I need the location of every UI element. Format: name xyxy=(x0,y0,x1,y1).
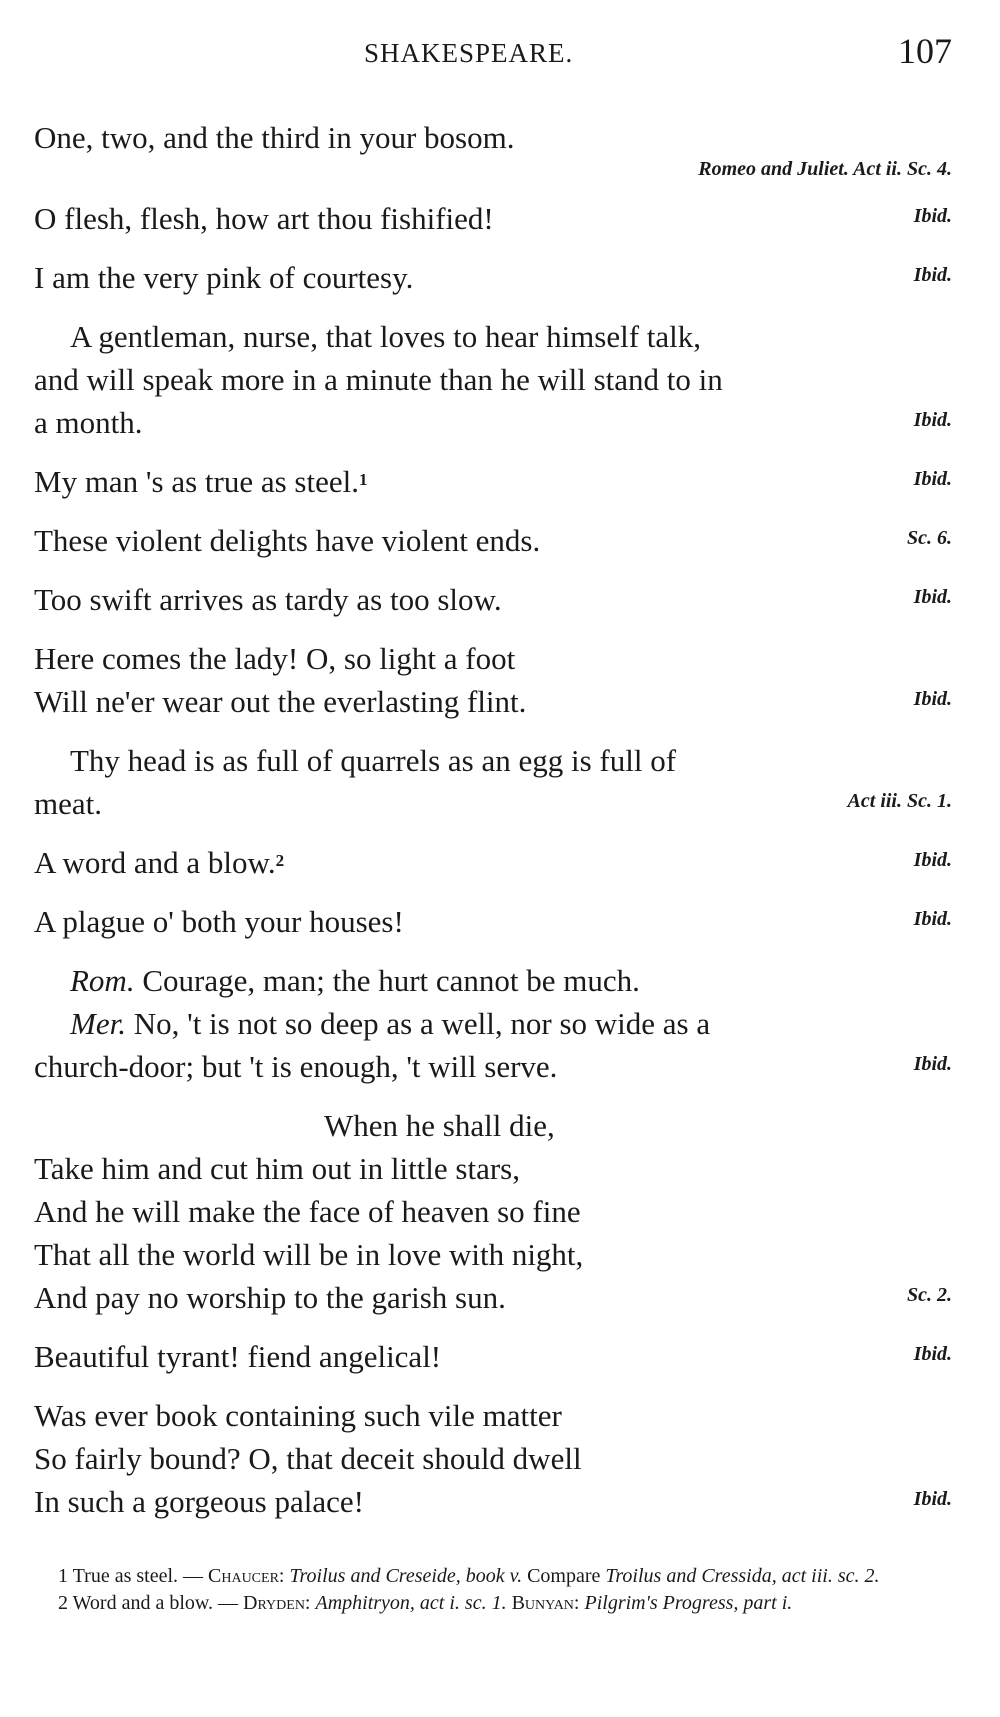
footnote-mark[interactable]: 2 xyxy=(275,851,285,870)
quote-text: O flesh, flesh, how art thou fishified! xyxy=(34,201,494,236)
quote-text: These violent delights have violent ends. xyxy=(34,523,541,558)
footnote-text: Word and a blow. — xyxy=(72,1592,239,1614)
footnotes xyxy=(34,1563,952,1617)
quote-line: And he will make the face of heaven so fine xyxy=(34,1194,581,1229)
page-number: 107 xyxy=(898,31,952,71)
footnote-number: 2 xyxy=(58,1592,68,1614)
quote xyxy=(34,1104,952,1319)
quote xyxy=(34,1335,952,1378)
footnote-work: Troilus and Cressida, act iii. sc. 2. xyxy=(605,1565,880,1587)
footnote-author: Chaucer: xyxy=(208,1565,285,1587)
footnote-work: Pilgrim's Progress, part i. xyxy=(584,1592,793,1614)
footnote xyxy=(34,1563,952,1590)
quote xyxy=(34,841,952,884)
quote-text: Beautiful tyrant! fiend angelical! xyxy=(34,1339,442,1374)
quote-line: Will ne'er wear out the everlasting flint. xyxy=(34,684,527,719)
citation: Sc. 2. xyxy=(907,1284,952,1306)
footnote-author: Bunyan: xyxy=(511,1592,580,1614)
quote xyxy=(34,116,952,181)
footnote-number: 1 xyxy=(58,1565,68,1587)
footnote-author: Dryden: xyxy=(243,1592,311,1614)
quote-line: That all the world will be in love with night, xyxy=(34,1237,584,1272)
quote-text: A plague o' both your houses! xyxy=(34,904,404,939)
quote-text: A word and a blow. xyxy=(34,845,276,880)
citation: Ibid. xyxy=(913,1053,952,1075)
quote-line: So fairly bound? O, that deceit should dwell xyxy=(34,1441,582,1476)
speaker: Rom. xyxy=(70,963,135,998)
quote-text: Too swift arrives as tardy as too slow. xyxy=(34,582,502,617)
quote-line: Here comes the lady! O, so light a foot xyxy=(34,641,516,676)
quote-line: A gentleman, nurse, that loves to hear himself talk, xyxy=(70,319,702,354)
citation: Ibid. xyxy=(913,908,952,930)
quote xyxy=(34,256,952,299)
footnote-work: Troilus and Creseide, book v. xyxy=(289,1565,523,1587)
quote-line: Take him and cut him out in little stars, xyxy=(34,1151,520,1186)
citation: Ibid. xyxy=(913,586,952,608)
quote xyxy=(34,519,952,562)
quote xyxy=(34,315,952,444)
footnote-text: Compare xyxy=(527,1565,601,1587)
quote-text: My man 's as true as steel. xyxy=(34,464,359,499)
quote-line: and will speak more in a minute than he will stand to in xyxy=(34,362,723,397)
citation: Sc. 6. xyxy=(907,527,952,549)
footnote xyxy=(34,1590,952,1617)
quote xyxy=(34,959,952,1088)
quote xyxy=(34,637,952,723)
citation: Romeo and Juliet. Act ii. Sc. 4. xyxy=(698,158,952,180)
footnote-work: Amphitryon, act i. sc. 1. xyxy=(315,1592,507,1614)
citation: Ibid. xyxy=(913,468,952,490)
quote xyxy=(34,1394,952,1523)
citation: Ibid. xyxy=(913,1488,952,1510)
quote xyxy=(34,900,952,943)
citation: Ibid. xyxy=(913,1343,952,1365)
footnote-text: True as steel. — xyxy=(72,1565,204,1587)
quote-line: Courage, man; the hurt cannot be much. xyxy=(142,963,640,998)
citation: Ibid. xyxy=(913,205,952,227)
quote xyxy=(34,578,952,621)
quote-line: meat. xyxy=(34,786,102,821)
quote-line: When he shall die, xyxy=(324,1108,555,1143)
quote xyxy=(34,739,952,825)
quote xyxy=(34,460,952,503)
citation: Ibid. xyxy=(913,409,952,431)
quote-text: One, two, and the third in your bosom. xyxy=(34,120,515,155)
quote xyxy=(34,197,952,240)
running-title: SHAKESPEARE. xyxy=(364,38,574,68)
book-page xyxy=(34,0,952,1717)
quote-line: Was ever book containing such vile matter xyxy=(34,1398,562,1433)
speaker: Mer. xyxy=(70,1006,126,1041)
quote-text: I am the very pink of courtesy. xyxy=(34,260,414,295)
quote-line: a month. xyxy=(34,405,143,440)
page-header xyxy=(34,30,952,80)
citation: Ibid. xyxy=(913,264,952,286)
citation: Ibid. xyxy=(913,849,952,871)
citation: Ibid. xyxy=(913,688,952,710)
footnote-mark[interactable]: 1 xyxy=(359,470,368,489)
quote-line: church-door; but 't is enough, 't will serve. xyxy=(34,1049,558,1084)
quotations xyxy=(34,116,952,1523)
citation: Act iii. Sc. 1. xyxy=(847,790,952,812)
quote-line: And pay no worship to the garish sun. xyxy=(34,1280,506,1315)
quote-line: In such a gorgeous palace! xyxy=(34,1484,364,1519)
quote-line: No, 't is not so deep as a well, nor so wide as a xyxy=(133,1006,711,1041)
quote-line: Thy head is as full of quarrels as an egg is full of xyxy=(70,743,677,778)
